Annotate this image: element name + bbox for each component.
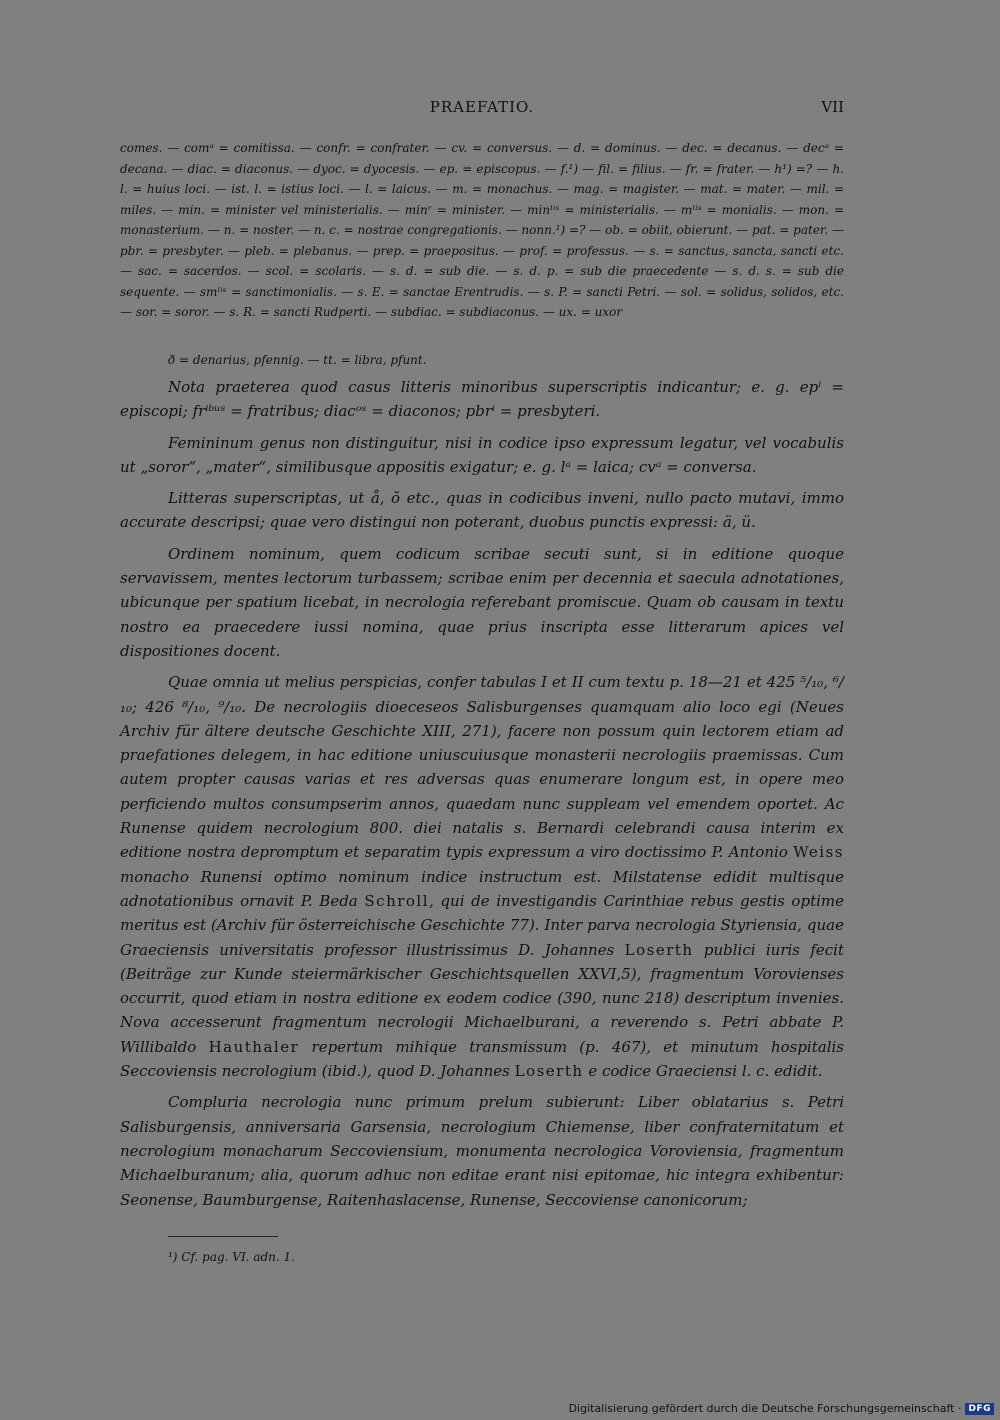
paragraph-superscripts: Litteras superscriptas, ut å, ŏ etc., quas in codicibus inveni, nullo pacto mutavi, immo accurate descripsi; quae vero distingui non poterant, duobus punctis expressi: ä, ü. xyxy=(120,489,844,532)
text-segment: Quae omnia ut melius perspicias, confer tabulas I et II cum textu p. 18—21 et 425 ⁵/₁₀, ⁶/₁₀; 426 ⁸/₁₀, ⁹/₁₀. De necrologiis dioeceseos Salisburgenses quamquam alio loco egi (Neues Archiv für ältere deutsche Geschichte XIII, 271), facere non possum quin lectorem etiam ad praefationes delegem, in hac editione uniuscuiusque monasterii necrologiis praemissas. Cum autem propter causas varias et res adversas quas enumerare longum est, in opere meo perficiendo multos consumpserim annos, quaedam nunc suppleam vel emendem oportet. Ac Runense quidem necrologium 800. diei natalis s. Bernardi celebrandi causa interim ex editione nostra depromptum et separatim typis expressum a viro doctissimo P. Antonio xyxy=(120,673,844,862)
paragraph-tables xyxy=(120,670,844,1083)
paragraph-case-notation: Nota praeterea quod casus litteris minoribus superscriptis indicantur; e. g. epⁱ = episcopi; frⁱᵇᵘˢ = fratribus; diacᵒˢ = diaconos; pbrⁱ = presbyteri. xyxy=(120,378,844,421)
abbreviation-list: comes. — comᵃ = comitissa. — confr. = confrater. — cv. = conversus. — d. = dominus. — dec. = decanus. — decᵃ = decana. — diac. = diaconus. — dyoc. = dyocesis. — ep. = episcopus. — f.¹) — fil. = filius. — fr. = frater. — h¹) =? — h. l. = huius loci. — ist. l. = istius loci. — l. = laicus. — m. = monachus. — mag. = magister. — mat. = mater. — mil. = miles. — min. = minister vel ministerialis. — minʳ = minister. — minˡⁱˢ = ministerialis. — mˡⁱˢ = monialis. — mon. = monasterium. — n. = noster. — n. c. = nostrae congregationis. — nonn.¹) =? — ob. = obiit, obierunt. — pat. = pater. — pbr. = presbyter. — pleb. = plebanus. — prep. = praepositus. — prof. = professus. — s. = sanctus, sancta, sancti etc. — sac. = sacerdos. — scol. = scolaris. — s. d. = sub die. — s. d. p. = sub die praecedente — s. d. s. = sub die sequente. — smˡⁱˢ = sanctimonialis. — s. E. = sanctae Erentrudis. — s. P. = sancti Petri. — sol. = solidus, solidos, etc. — sor. = soror. — s. R. = sancti Rudperti. — subdiac. = subdiaconus. — ux. = uxor xyxy=(120,141,844,319)
page-number: VII xyxy=(821,98,844,116)
text-segment: , qui de investigandis Carinthiae rebus gestis optime meritus est (Archiv für österreichische Geschichte 77). Inter parva necrologia Styriensia, quae Graeciensis universitatis professor illustrissimus D. Johannes xyxy=(120,891,844,959)
funding-text: Digitalisierung gefördert durch die Deutsche Forschungsgemeinschaft · xyxy=(568,1402,962,1415)
page-title: PRAEFATIO. xyxy=(429,98,535,116)
author-name: Loserth xyxy=(624,940,694,959)
author-name: Schroll xyxy=(364,891,430,910)
text-segment: e codice Graeciensi l. c. edidit. xyxy=(588,1062,823,1081)
abbreviation-list-end: ð = denarius, pfennig. — tt. = libra, pfunt. xyxy=(168,353,427,367)
footnote-divider xyxy=(168,1236,278,1237)
dfg-logo-icon: DFG xyxy=(965,1403,994,1415)
main-text xyxy=(120,375,844,1219)
author-name: Weiss xyxy=(793,843,844,862)
funding-notice xyxy=(569,1402,994,1415)
paragraph-gender: Femininum genus non distinguitur, nisi in codice ipso expressum legatur, vel vocabulis ut „soror“, „mater“, similibusque appositis exigatur; e. g. lᵃ = laica; cvᵃ = conversa. xyxy=(120,433,844,476)
text-segment: monacho Runensi optimo nominum indice instructum est. Milstatense edidit multisque adnotationibus ornavit P. Beda xyxy=(120,867,844,910)
text-segment: publici iuris fecit (Beiträge zur Kunde steiermärkischer Geschichtsquellen XXVI,5), fragmentum Vorovienses occurrit, quod etiam in nostra editione ex eodem codice (390, nunc 218) descriptum invenies. Nova accesserunt fragmentum necrologii Michaelburani, a reverendo s. Petri abbate P. Willibaldo xyxy=(120,940,844,1056)
running-header xyxy=(120,98,844,122)
paragraph-new-editions: Compluria necrologia nunc primum prelum subierunt: Liber oblatarius s. Petri Salisburgensis, anniversaria Garsensia, necrologium Chiemense, liber confraternitatum et necrologium monacharum Seccoviensium, monumenta necrologica Voroviensia, fragmentum Michaelburanum; alia, quorum adhuc non editae erant nisi epitomae, hic integra exhibentur: Seonense, Baumburgense, Raitenhaslacense, Runense, Seccoviense canonicorum; xyxy=(120,1093,844,1209)
text-segment: repertum mihique transmissum (p. 467), et minutum hospitalis Seccoviensis necrologium (ibid.), quod D. Johannes xyxy=(120,1037,844,1081)
paragraph-name-order: Ordinem nominum, quem codicum scribae secuti sunt, si in editione quoque servavissem, mentes lectorum turbassem; scribae enim per decennia et saecula adnotationes, ubicunque per spatium licebat, in necrologia referebant promiscue. Quam ob causam in textu nostro ea praecedere iussi nomina, quae prius inscripta esse litterarum apices vel dispositiones docent. xyxy=(120,544,844,660)
footnote: ¹) Cf. pag. VI. adn. 1. xyxy=(168,1250,295,1264)
author-name: Hauthaler xyxy=(208,1037,300,1056)
author-name: Loserth xyxy=(514,1062,584,1081)
